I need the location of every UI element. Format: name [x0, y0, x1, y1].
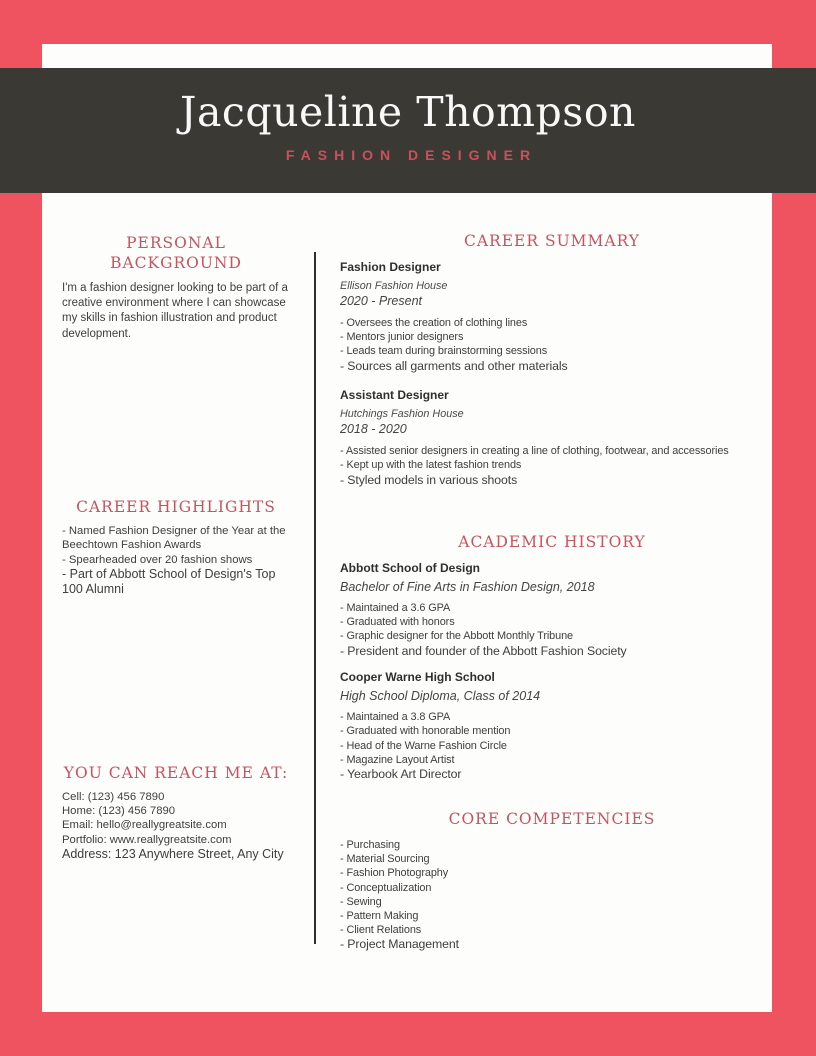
contact-heading: YOU CAN REACH ME AT: [63, 764, 289, 782]
list-item: - Mentors junior designers [340, 331, 464, 344]
list-item: - Leads team during brainstorming sessions [340, 345, 548, 358]
list-item: - Sewing [340, 895, 382, 908]
job-company: Ellison Fashion House [340, 280, 448, 292]
list-item: - Sources all garments and other materials [340, 358, 568, 373]
career-highlights-heading: CAREER HIGHLIGHTS [76, 498, 276, 516]
list-item: - Spearheaded over 20 fashion shows [62, 553, 253, 566]
list-item: - President and founder of the Abbott Fashion Society [340, 643, 627, 658]
core-competencies-heading: CORE COMPETENCIES [448, 810, 656, 828]
job-dates: 2018 - 2020 [340, 422, 407, 437]
job-bullets [340, 444, 764, 488]
contact-portfolio: Portfolio: www.reallygreatsite.com [62, 833, 232, 846]
job-title: Fashion Designer [340, 260, 441, 274]
personal-background-heading: PERSONAL BACKGROUND [110, 234, 242, 272]
list-item: - Styled models in various shoots [340, 472, 518, 487]
list-item: - Fashion Photography [340, 867, 449, 880]
school-degree: High School Diploma, Class of 2014 [340, 689, 541, 704]
competencies-list [340, 838, 764, 953]
school-entry [340, 561, 764, 659]
list-item: - Project Management [340, 937, 459, 952]
contact-address: Address: 123 Anywhere Street, Any City [62, 846, 284, 861]
personal-background-text: I'm a fashion designer looking to be part of a creative environment where I can showcase my skills in fashion illustration and product development. [62, 282, 288, 340]
list-item: - Kept up with the latest fashion trends [340, 459, 522, 472]
contact-list [62, 790, 290, 862]
list-item: - Graphic designer for the Abbott Monthly Tribune [340, 630, 574, 643]
header-band [0, 68, 816, 193]
section-core-competencies [340, 809, 764, 953]
section-career-summary [340, 231, 764, 488]
list-item: - Magazine Layout Artist [340, 753, 455, 766]
contact-email: Email: hello@reallygreatsite.com [62, 819, 227, 832]
job-dates: 2020 - Present [340, 294, 422, 308]
list-item: - Maintained a 3.8 GPA [340, 711, 451, 724]
section-academic-history [340, 532, 764, 782]
section-personal-background [62, 233, 290, 342]
contact-home: Home: (123) 456 7890 [62, 805, 176, 818]
list-item: - Pattern Making [340, 910, 419, 923]
academic-history-heading: ACADEMIC HISTORY [458, 533, 646, 551]
job-bullets [340, 316, 764, 374]
list-item: - Graduated with honorable mention [340, 725, 511, 738]
job-company: Hutchings Fashion House [340, 408, 464, 421]
school-degree: Bachelor of Fine Arts in Fashion Design, 2018 [340, 580, 595, 594]
career-summary-heading: CAREER SUMMARY [464, 232, 640, 250]
school-bullets [340, 601, 764, 659]
list-item: - Maintained a 3.6 GPA [340, 602, 451, 614]
list-item: - Oversees the creation of clothing lines [340, 317, 528, 329]
career-highlights-list [62, 524, 290, 598]
list-item: - Named Fashion Designer of the Year at the Beechtown Fashion Awards [62, 525, 286, 552]
job-title: Assistant Designer [340, 388, 449, 403]
job-entry [340, 388, 764, 488]
contact-cell: Cell: (123) 456 7890 [62, 791, 165, 803]
list-item: - Graduated with honors [340, 616, 455, 629]
list-item: - Yearbook Art Director [340, 766, 462, 781]
column-divider-line [314, 252, 316, 944]
list-item: - Part of Abbott School of Design's Top 100 Alumni [62, 566, 276, 597]
section-contact [62, 763, 290, 862]
list-item: - Purchasing [340, 839, 400, 851]
person-name: Jacqueline Thompson [180, 88, 636, 136]
school-entry [340, 670, 764, 782]
person-job-title: FASHION DESIGNER [285, 147, 538, 163]
list-item: - Client Relations [340, 924, 422, 937]
school-name: Abbott School of Design [340, 561, 480, 575]
list-item: - Assisted senior designers in creating a line of clothing, footwear, and accessories [340, 445, 729, 458]
job-entry [340, 260, 764, 374]
list-item: - Conceptualization [340, 881, 432, 894]
section-career-highlights [62, 497, 290, 598]
school-name: Cooper Warne High School [340, 670, 495, 685]
list-item: - Material Sourcing [340, 853, 430, 866]
school-bullets [340, 710, 764, 782]
list-item: - Head of the Warne Fashion Circle [340, 739, 507, 752]
